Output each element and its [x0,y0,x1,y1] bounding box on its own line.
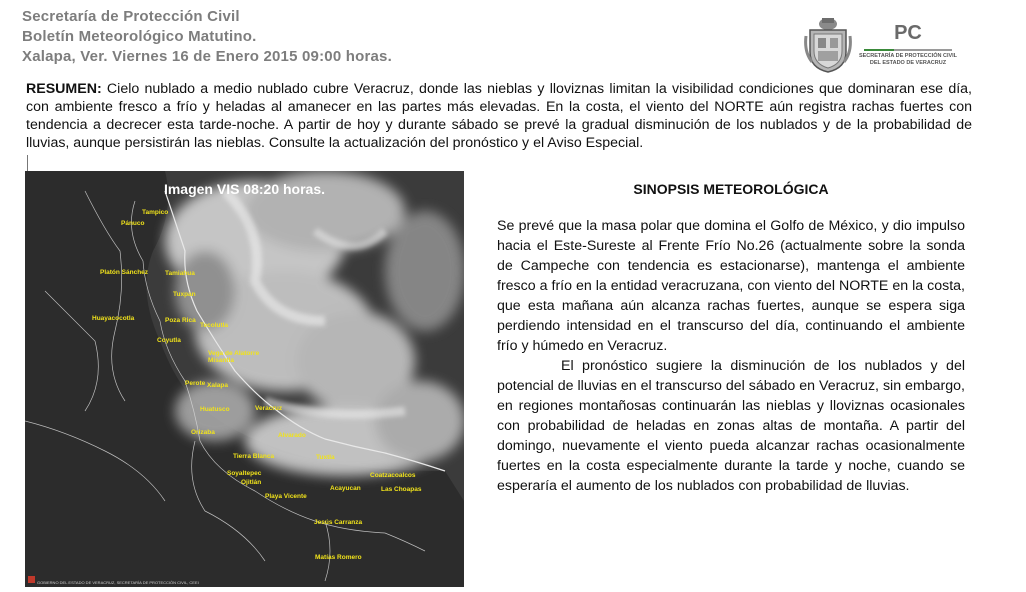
city-label: Tuxtla [316,454,335,461]
city-label: Ojitlán [241,479,262,486]
logo-accent [864,49,894,51]
civil-protection-logo [858,22,968,74]
city-label: Perote [185,380,206,387]
summary-text: Cielo nublado a medio nublado cubre Veracruz, donde las nieblas y lloviznas limitan la visibilidad condiciones que dominaran ese día, con ambiente fresco a frío y heladas al amanecer en las partes más elevadas. En la costa, el viento del NORTE aún registra rachas fuertes con tendencia a decrecer esta tarde-noche. A partir de hoy y durante sábado se prevé la gradual disminución de los nublados y de la probabilidad de lluvias, aunque persistirán las nieblas. Consulte la actualización del pronóstico y el Aviso Especial. [26,81,972,151]
pc-logo-text: PC [894,22,922,44]
city-label: Tamiahua [165,270,195,277]
logo-subtitle [858,53,958,67]
satellite-credit: GOBIERNO DEL ESTADO DE VERACRUZ, SECRETARÍA DE PROTECCIÓN CIVIL, CEEI [37,580,199,585]
summary-paragraph [26,80,972,152]
city-label: Veracruz [255,405,283,412]
city-label: Huatusco [200,406,230,413]
city-label: Orizaba [191,429,215,436]
satellite-map-graphic [25,171,464,587]
synopsis-paragraph: El pronóstico sugiere la disminución de los nublados y del potencial de lluvias en el transcurso del sábado en Veracruz, sin embargo, en regiones montañosas continuarán las nieblas y lloviznas ocasionales con probabilidad de heladas en zonas altas de montaña. A partir del domingo, nuevamente el viento pueda alcanzar rachas ocasionalmente fuertes en la costa especialmente durante la tarde y noche, cuando se esperaría el aumento de los nublados con probabilidad de lluvias. [497,358,965,494]
city-label: Poza Rica [165,317,196,324]
city-label: Tecolutla [200,322,229,329]
city-label: Xalapa [207,382,228,389]
city-label: Huayacocotla [92,315,135,322]
city-label: Las Choapas [381,486,422,493]
city-label: Tuxpan [173,291,196,298]
city-label: Tierra Blanca [233,453,275,460]
city-label: Acayucan [330,485,361,492]
city-label: Coatzacoalcos [370,472,416,479]
synopsis-title: SINOPSIS METEOROLÓGICA [633,181,829,197]
city-label: Playa Vicente [265,493,307,500]
city-label: Soyaltepec [227,470,262,477]
synopsis-body [497,216,965,496]
city-label: Alvarado [278,432,306,439]
city-label: Vega de Alatorre [208,350,260,357]
city-label: Coyutla [157,337,181,344]
city-label: Platón Sánchez [100,269,149,276]
divider-mark [27,155,28,171]
city-label: Pánuco [121,220,145,227]
satellite-title: Imagen VIS 08:20 horas. [163,181,326,197]
synopsis-paragraph: Se prevé que la masa polar que domina el Golfo de México, y dio impulso hacia el Este-Sureste al Frente Frío No.26 (actualmente sobre la sonda de Campeche con tendencia es estacionarse), mantenga el ambiente fresco a frío en la entidad veracruzana, con viento del NORTE en la costa, que esta mañana aún alcanza rachas fuertes, aunque se espera siga perdiendo intensidad en el transcurso del día, continuando el ambiente frío y húmedo en Veracruz. [497,218,965,354]
city-label: Jesús Carranza [314,519,363,526]
bulletin-title: Boletín Meteorológico Matutino. [22,28,257,45]
logo-subtitle-line2: DEL ESTADO DE VERACRUZ [869,60,947,66]
logo-subtitle-line1: SECRETARÍA DE PROTECCIÓN CIVIL [858,53,958,59]
city-label: Tampico [142,209,169,216]
bulletin-date: Xalapa, Ver. Viernes 16 de Enero 2015 09:00 horas. [22,48,392,65]
state-seal-icon [804,16,852,74]
summary-label: RESUMEN: [26,81,102,97]
agency-mini-logo [28,576,35,583]
satellite-image [25,171,464,587]
agency-name: Secretaría de Protección Civil [22,8,240,25]
city-label: Matías Romero [315,554,362,561]
city-label: Misantla [208,357,235,364]
bulletin-header [22,7,392,67]
